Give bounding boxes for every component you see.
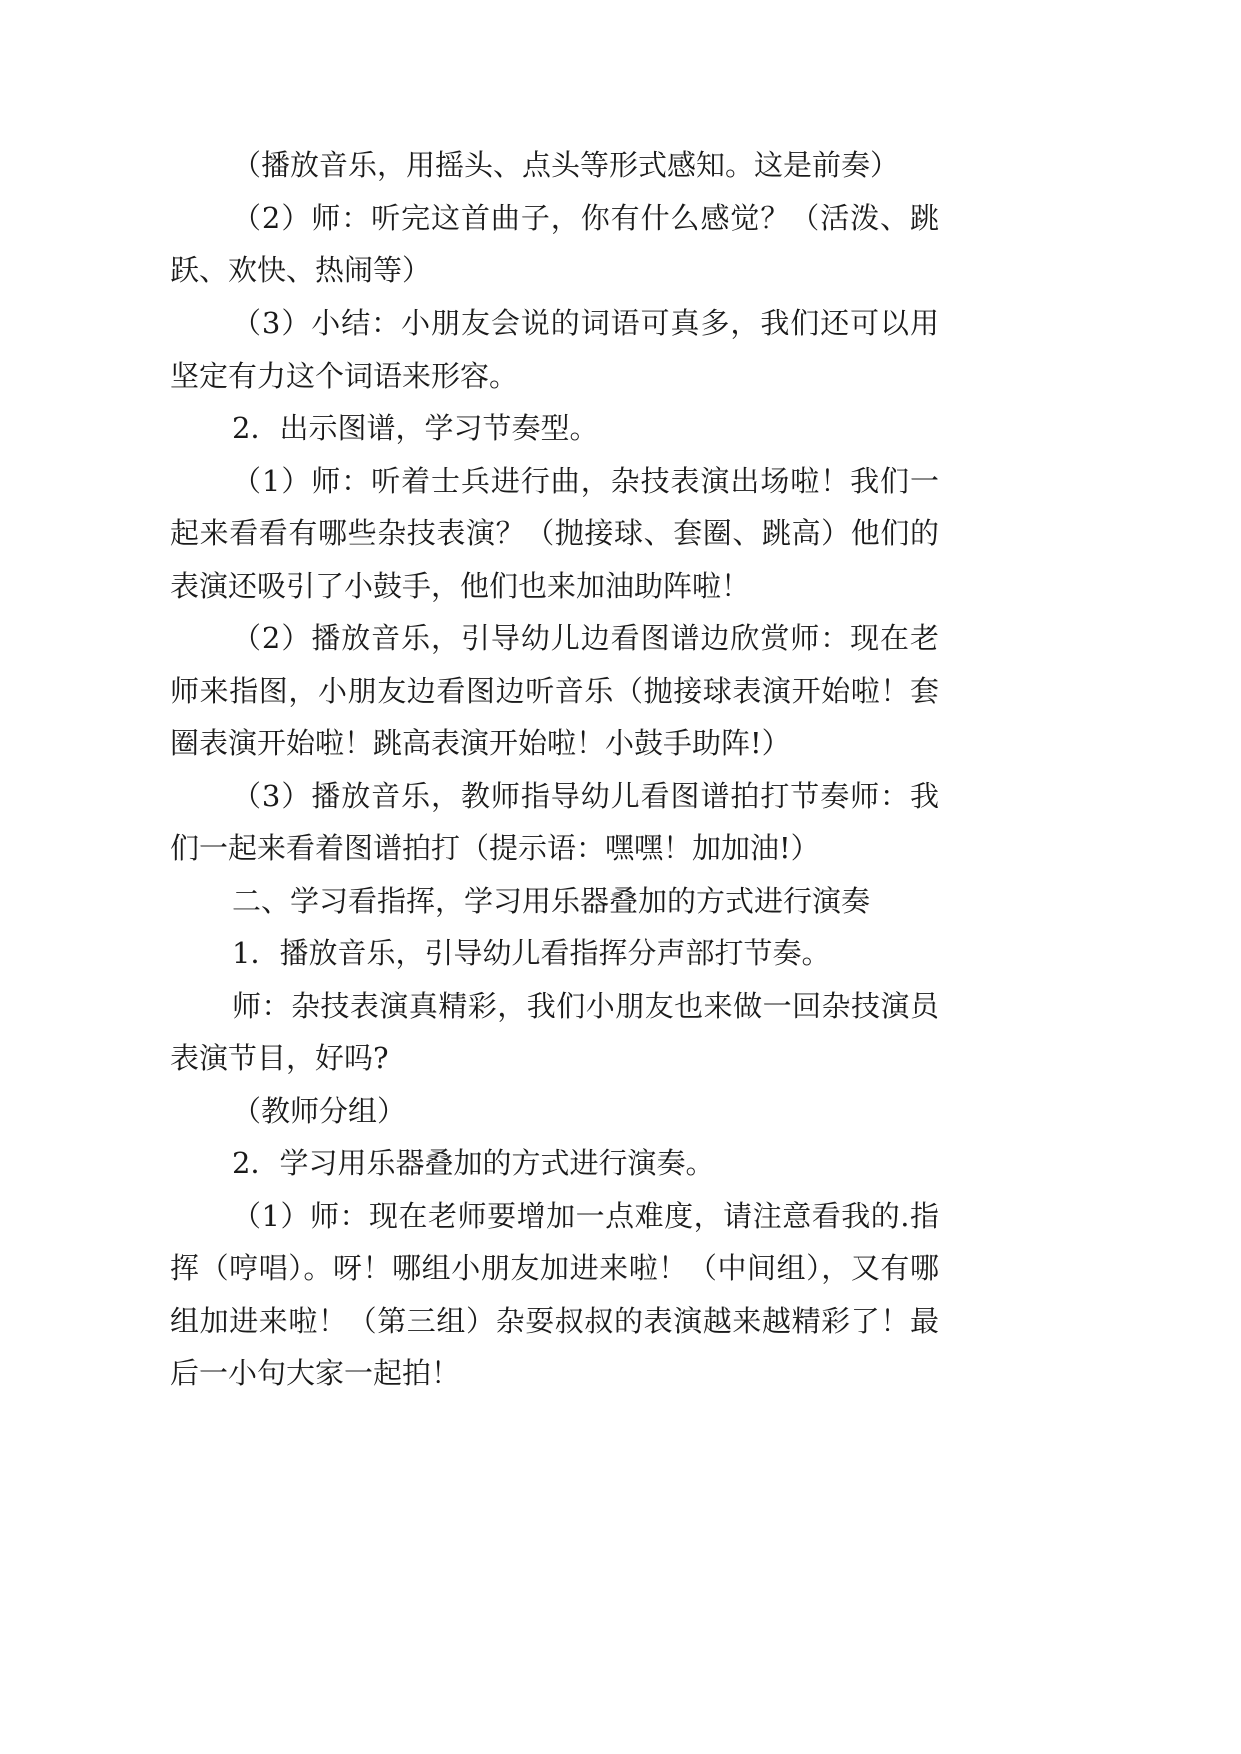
text-line: 挥（哼唱）。呀！哪组小朋友加进来啦！（中间组），又有哪 — [170, 1251, 939, 1285]
text-line: 圈表演开始啦！跳高表演开始啦！小鼓手助阵!） — [170, 726, 791, 760]
text-line: （播放音乐，用摇头、点头等形式感知。这是前奏） — [232, 148, 900, 182]
text-line: （1）师：听着士兵进行曲，杂技表演出场啦！我们一 — [232, 464, 939, 498]
text-line: 1．播放音乐，引导幼儿看指挥分声部打节奏。 — [232, 936, 831, 970]
text-line: 起来看看有哪些杂技表演？（抛接球、套圈、跳高）他们的 — [170, 516, 939, 550]
text-line: 后一小句大家一起拍！ — [170, 1356, 461, 1390]
text-line: （2）播放音乐，引导幼儿边看图谱边欣赏师：现在老 — [232, 621, 939, 655]
text-line: （1）师：现在老师要增加一点难度，请注意看我的.指 — [232, 1199, 939, 1233]
text-line: （3）播放音乐，教师指导幼儿看图谱拍打节奏师：我 — [232, 779, 939, 813]
text-line: 坚定有力这个词语来形容。 — [170, 359, 519, 393]
text-line: 跃、欢快、热闹等） — [170, 253, 432, 287]
text-line: 师：杂技表演真精彩，我们小朋友也来做一回杂技演员 — [232, 989, 939, 1023]
text-line: （教师分组） — [232, 1094, 407, 1128]
text-line: （2）师：听完这首曲子，你有什么感觉？（活泼、跳 — [232, 201, 939, 235]
text-line: 表演节目，好吗? — [170, 1041, 389, 1075]
text-line: 师来指图，小朋友边看图边听音乐（抛接球表演开始啦！套 — [170, 674, 939, 708]
text-line: 组加进来啦！（第三组）杂耍叔叔的表演越来越精彩了！最 — [170, 1304, 939, 1338]
text-line: （3）小结：小朋友会说的词语可真多，我们还可以用 — [232, 306, 939, 340]
text-line: 2．出示图谱，学习节奏型。 — [232, 411, 599, 445]
section-heading: 二、学习看指挥，学习用乐器叠加的方式进行演奏 — [232, 884, 871, 918]
text-line: 表演还吸引了小鼓手，他们也来加油助阵啦！ — [170, 569, 751, 603]
text-line: 们一起来看着图谱拍打（提示语：嘿嘿！加加油!） — [170, 831, 820, 865]
text-line: 2．学习用乐器叠加的方式进行演奏。 — [232, 1146, 715, 1180]
